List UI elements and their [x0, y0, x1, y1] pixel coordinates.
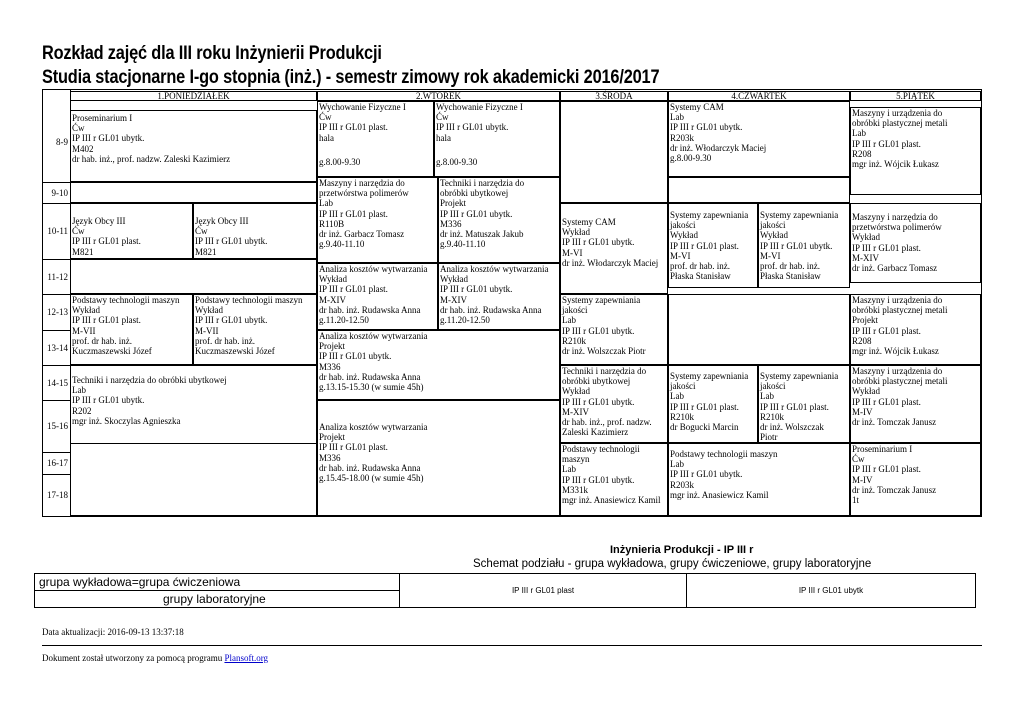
class-detail-line: dr hab. inż. Rudawska Anna: [319, 304, 421, 315]
class-detail-line: R210k: [562, 335, 587, 346]
class-detail-line: mgr inż. Wójcik Łukasz: [852, 346, 939, 357]
class-detail-line: IP III r GL01 ubytk.: [72, 133, 145, 144]
class-detail-line: Systemy zapewniania: [670, 371, 749, 381]
class-detail-line: dr hab. inż. Rudawska Anna: [319, 371, 421, 382]
class-block[interactable]: [70, 365, 317, 452]
class-block[interactable]: [850, 443, 981, 516]
class-detail-line: IP III r GL01 plast.: [319, 122, 388, 133]
class-detail-line: R208: [852, 335, 872, 346]
class-detail-line: Wykład: [852, 386, 880, 397]
class-detail-line: dr inż. Wolszczak Piotr: [562, 346, 646, 357]
class-detail-line: [319, 143, 432, 157]
class-detail-line: jakości: [562, 305, 588, 316]
class-detail-line: dr hab. inż. Rudawska Anna: [319, 462, 421, 473]
class-detail-line: IP III r GL01 ubytk.: [670, 122, 743, 133]
legend-group-ubytk: IP III r GL01 ubytk: [686, 574, 975, 607]
class-detail-line: jakości: [760, 381, 786, 392]
class-detail-line: Maszyny i urządzenia do: [852, 366, 943, 376]
legend-row-lab-groups: grupy laboratoryjne: [163, 592, 266, 606]
class-detail-line: Wykład: [562, 227, 590, 238]
class-detail-line: jakości: [760, 220, 786, 231]
class-block[interactable]: [317, 101, 434, 177]
class-detail-line: jakości: [670, 220, 696, 231]
class-detail-line: Systemy CAM: [670, 102, 724, 112]
class-detail-line: Lab: [319, 198, 333, 209]
class-detail-line: M-IV: [852, 474, 873, 485]
class-detail-line: Systemy zapewniania: [760, 371, 839, 381]
class-detail-line: R210k: [670, 411, 695, 422]
class-detail-line: Kuczmaszewski Józef: [72, 346, 152, 357]
class-detail-line: M402: [72, 143, 94, 154]
class-detail-line: IP III r GL01 plast.: [670, 240, 739, 251]
class-block[interactable]: [434, 101, 560, 177]
class-detail-line: IP III r GL01 plast.: [852, 242, 921, 253]
empty-slot: [668, 294, 850, 365]
class-detail-line: M-IV: [852, 406, 873, 417]
class-detail-line: obróbki plastycznej metali: [852, 305, 948, 316]
class-detail-line: Podstawy technologii maszyn: [195, 295, 303, 305]
class-detail-line: Podstawy technologii maszyn: [670, 449, 778, 459]
class-detail-line: Projekt: [852, 315, 878, 326]
class-detail-line: Lab: [670, 112, 684, 123]
timetable-grid: [42, 89, 982, 517]
class-detail-line: Analiza kosztów wytwarzania: [440, 264, 549, 274]
time-row-divider: [43, 365, 70, 366]
class-detail-line: Analiza kosztów wytwarzania: [319, 422, 428, 432]
class-detail-line: Ćw: [436, 112, 449, 123]
class-block[interactable]: [850, 365, 981, 443]
class-detail-line: dr Bogucki Marcin: [670, 422, 739, 433]
class-detail-line: Lab: [562, 315, 576, 326]
class-detail-line: dr hab. inż., prof. nadzw.: [562, 417, 652, 428]
class-detail-line: IP III r GL01 ubytk.: [436, 122, 509, 133]
class-detail-line: IP III r GL01 plast.: [852, 396, 921, 407]
class-detail-line: Systemy zapewniania: [670, 210, 749, 220]
class-block[interactable]: [70, 110, 317, 182]
class-detail-line: IP III r GL01 ubytk.: [72, 395, 145, 406]
time-row-divider: [43, 259, 70, 260]
class-detail-line: M336: [319, 361, 341, 372]
class-detail-line: g.9.40-11.10: [319, 239, 365, 250]
class-detail-line: IP III r GL01 ubytk.: [440, 284, 513, 295]
class-detail-line: Zaleski Kazimierz: [562, 427, 629, 438]
class-detail-line: R110B: [319, 218, 345, 229]
class-detail-line: IP III r GL01 plast.: [72, 315, 141, 326]
class-detail-line: obróbki plastycznej metali: [852, 118, 948, 129]
class-detail-line: Lab: [852, 128, 866, 139]
class-detail-line: przetwórstwa polimerów: [319, 188, 409, 199]
plansoft-link[interactable]: Plansoft.org: [224, 653, 269, 663]
class-detail-line: Projekt: [319, 432, 345, 443]
class-detail-line: Lab: [760, 391, 774, 402]
class-detail-line: prof. dr hab. inż.: [760, 261, 820, 272]
class-detail-line: prof. dr hab. inż.: [195, 335, 255, 346]
class-block[interactable]: [193, 294, 317, 365]
class-detail-line: Język Obcy III: [72, 216, 126, 226]
class-detail-line: M821: [72, 246, 94, 257]
class-detail-line: IP III r GL01 plast.: [72, 236, 141, 247]
class-detail-line: M-VI: [562, 247, 583, 258]
empty-slot: [70, 259, 317, 294]
class-detail-line: Wykład: [562, 386, 590, 397]
day-header-thursday: 4.CZWARTEK: [668, 91, 850, 101]
class-detail-line: dr hab. inż., prof. nadzw. Zaleski Kazimierz: [72, 153, 231, 164]
class-detail-line: IP III r GL01 plast.: [760, 401, 829, 412]
class-detail-line: IP III r GL01 ubytk.: [670, 469, 743, 480]
class-detail-line: IP III r GL01 plast.: [852, 464, 921, 475]
time-label: 10-11: [47, 226, 68, 236]
class-detail-line: IP III r GL01 ubytk.: [319, 351, 392, 362]
day-header-monday: 1.PONIEDZIAŁEK: [70, 91, 317, 101]
class-block[interactable]: [560, 443, 668, 516]
class-detail-line: prof. dr hab. inż.: [670, 261, 730, 272]
class-detail-line: Systemy zapewniania: [562, 295, 641, 305]
class-detail-line: M-VII: [72, 325, 96, 336]
class-detail-line: Wychowanie Fizyczne I: [319, 102, 406, 112]
class-detail-line: g.11.20-12.50: [319, 315, 369, 326]
class-detail-line: Ćw: [852, 454, 865, 465]
empty-slot: [668, 177, 850, 203]
class-detail-line: R210k: [760, 411, 785, 422]
class-detail-line: mgr inż. Anasiewicz Kamil: [562, 495, 661, 506]
class-detail-line: IP III r GL01 plast.: [319, 284, 388, 295]
class-detail-line: Lab: [562, 464, 576, 475]
class-detail-line: dr inż. Włodarczyk Maciej: [562, 257, 659, 268]
class-detail-line: dr inż. Tomczak Janusz: [852, 484, 937, 495]
class-detail-line: dr inż. Wolszczak: [760, 422, 824, 433]
class-detail-line: Wykład: [72, 305, 100, 316]
time-row-divider: [43, 474, 70, 475]
class-detail-line: R208: [852, 148, 872, 159]
class-detail-line: Techniki i narzędzia do: [440, 178, 525, 188]
class-detail-line: Maszyny i urządzenia do: [852, 108, 943, 118]
page-subtitle: Studia stacjonarne I-go stopnia (inż.) - semestr zimowy rok akademicki 2016/2017: [42, 67, 660, 88]
legend-title: Inżynieria Produkcji - IP III r: [610, 544, 754, 556]
class-detail-line: IP III r GL01 ubytk.: [562, 237, 635, 248]
class-detail-line: Projekt: [319, 341, 345, 352]
day-header-friday: 5.PIĄTEK: [850, 91, 981, 101]
class-detail-line: Wychowanie Fizyczne I: [436, 102, 523, 112]
class-block[interactable]: [850, 294, 981, 365]
class-detail-line: [436, 143, 558, 157]
last-updated: Data aktualizacji: 2016-09-13 13:37:18: [42, 627, 184, 637]
class-detail-line: Wykład: [760, 230, 788, 241]
class-block[interactable]: [560, 365, 668, 443]
class-detail-line: g.9.40-11.10: [440, 239, 486, 250]
class-detail-line: M-XIV: [319, 294, 346, 305]
class-detail-line: maszyn: [562, 454, 590, 465]
class-block[interactable]: [758, 203, 850, 288]
class-block[interactable]: [560, 203, 668, 294]
class-detail-line: mgr inż. Anasiewicz Kamil: [670, 489, 769, 500]
class-detail-line: g.8.00-9.30: [670, 153, 712, 164]
class-block[interactable]: [668, 101, 850, 177]
class-detail-line: Lab: [670, 459, 684, 470]
empty-slot: [70, 443, 317, 516]
class-detail-line: dr inż. Garbacz Tomasz: [852, 263, 938, 274]
class-detail-line: IP III r GL01 ubytk.: [195, 236, 268, 247]
class-detail-line: M-VI: [760, 250, 781, 261]
day-header-tuesday: 2.WTOREK: [317, 91, 560, 101]
class-block[interactable]: [668, 443, 850, 516]
class-detail-line: obróbki plastycznej metali: [852, 376, 948, 387]
class-detail-line: 1t: [852, 495, 860, 506]
class-detail-line: Język Obcy III: [195, 216, 249, 226]
class-detail-line: M-XIV: [852, 252, 879, 263]
class-detail-line: g.8.00-9.30: [436, 156, 478, 167]
class-detail-line: Systemy CAM: [562, 217, 616, 227]
class-block[interactable]: [438, 177, 560, 263]
class-detail-line: dr inż. Garbacz Tomasz: [319, 229, 405, 240]
class-detail-line: Płaska Stanisław: [760, 271, 821, 282]
class-detail-line: hala: [319, 132, 334, 143]
class-detail-line: IP III r GL01 ubytk.: [760, 240, 833, 251]
class-detail-line: R203k: [670, 479, 695, 490]
class-detail-line: M331k: [562, 484, 589, 495]
class-block[interactable]: [438, 263, 560, 330]
class-detail-line: IP III r GL01 ubytk.: [195, 315, 268, 326]
class-block[interactable]: [668, 365, 758, 443]
time-label: 17-18: [47, 490, 68, 500]
time-label: 16-17: [47, 458, 68, 468]
class-detail-line: Maszyny i urządzenia do: [852, 295, 943, 305]
class-block[interactable]: [70, 203, 193, 259]
time-label: 11-12: [47, 271, 68, 282]
class-detail-line: M-XIV: [440, 294, 467, 305]
time-row-divider: [43, 330, 70, 331]
class-detail-line: Kuczmaszewski Józef: [195, 346, 275, 357]
time-row-divider: [43, 294, 70, 295]
class-detail-line: jakości: [670, 381, 696, 392]
class-detail-line: R203k: [670, 132, 695, 143]
class-detail-line: Maszyny i narzędzia do: [319, 178, 405, 188]
class-detail-line: g.15.45-18.00 (w sumie 45h): [319, 473, 424, 484]
time-label: 13-14: [47, 342, 68, 353]
time-label: 12-13: [47, 307, 68, 317]
time-row-divider: [43, 182, 70, 183]
time-label: 15-16: [47, 421, 68, 431]
time-label: 14-15: [47, 377, 68, 388]
class-detail-line: Wykład: [195, 305, 223, 316]
class-detail-line: dr inż. Tomczak Janusz: [852, 417, 937, 428]
class-detail-line: Wykład: [319, 274, 347, 285]
class-detail-line: dr hab. inż. Rudawska Anna: [440, 304, 542, 315]
class-detail-line: Analiza kosztów wytwarzania: [319, 331, 428, 341]
class-block[interactable]: [317, 400, 560, 516]
class-block[interactable]: [70, 294, 193, 365]
class-detail-line: Piotr: [760, 432, 778, 443]
class-detail-line: Lab: [72, 385, 86, 396]
class-detail-line: Lab: [670, 391, 684, 402]
empty-slot: [70, 182, 317, 203]
class-detail-line: IP III r GL01 plast.: [319, 442, 388, 453]
class-detail-line: g.8.00-9.30: [319, 156, 361, 167]
class-detail-line: Proseminarium I: [852, 444, 913, 454]
time-row-divider: [43, 400, 70, 401]
class-detail-line: M336: [440, 218, 462, 229]
class-detail-line: M-VI: [670, 250, 691, 261]
footer-text: Dokument został utworzony za pomocą programu: [42, 653, 225, 663]
class-detail-line: Techniki i narzędzia do obróbki ubytkowej: [72, 375, 227, 385]
class-block[interactable]: [317, 330, 560, 400]
class-detail-line: Proseminarium I: [72, 113, 133, 123]
class-detail-line: g.13.15-15.30 (w sumie 45h): [319, 382, 424, 393]
class-detail-line: IP III r GL01 ubytk.: [440, 208, 513, 219]
legend-row-lecture-group: grupa wykładowa=grupa ćwiczeniowa: [35, 574, 399, 591]
class-detail-line: obróbki ubytkowej: [562, 376, 631, 387]
class-detail-line: Projekt: [440, 198, 466, 209]
footer: [42, 653, 268, 663]
time-label: 9-10: [51, 187, 68, 198]
class-detail-line: M821: [195, 246, 217, 257]
class-detail-line: Podstawy technologii: [562, 444, 640, 454]
group-legend-table: [34, 573, 976, 608]
class-detail-line: M-XIV: [562, 406, 589, 417]
class-detail-line: Ćw: [72, 123, 85, 134]
time-label: 8-9: [56, 136, 68, 147]
class-detail-line: Analiza kosztów wytwarzania: [319, 264, 428, 274]
class-detail-line: mgr inż. Wójcik Łukasz: [852, 159, 939, 170]
class-block[interactable]: [850, 203, 981, 283]
class-block[interactable]: [317, 177, 438, 263]
time-row-divider: [43, 452, 70, 453]
class-detail-line: Wykład: [852, 232, 880, 243]
class-detail-line: IP III r GL01 ubytk.: [562, 474, 635, 485]
class-detail-line: Płaska Stanisław: [670, 271, 731, 282]
class-detail-line: mgr inż. Skoczylas Agnieszka: [72, 415, 181, 426]
class-detail-line: Systemy zapewniania: [760, 210, 839, 220]
class-detail-line: prof. dr hab. inż.: [72, 335, 132, 346]
day-header-wednesday: 3.ŚRODA: [560, 91, 668, 101]
class-detail-line: Wykład: [670, 230, 698, 241]
legend-group-plast: IP III r GL01 plast: [399, 574, 686, 607]
class-detail-line: dr inż. Włodarczyk Maciej: [670, 142, 767, 153]
class-detail-line: Podstawy technologii maszyn: [72, 295, 180, 305]
legend-subtitle: Schemat podziału - grupa wykładowa, grupy ćwiczeniowe, grupy laboratoryjne: [473, 558, 872, 570]
class-block[interactable]: [758, 365, 850, 443]
footer-divider: [42, 645, 982, 646]
class-detail-line: Ćw: [72, 226, 85, 237]
class-detail-line: Ćw: [319, 112, 332, 123]
class-block[interactable]: [560, 294, 668, 365]
class-detail-line: dr inż. Matuszak Jakub: [440, 229, 524, 240]
class-detail-line: M-VII: [195, 325, 219, 336]
class-detail-line: Techniki i narzędzia do: [562, 366, 647, 376]
class-detail-line: przetwórstwa polimerów: [852, 222, 942, 233]
class-detail-line: R202: [72, 405, 92, 416]
class-detail-line: IP III r GL01 plast.: [319, 208, 388, 219]
time-row-divider: [43, 203, 70, 204]
class-detail-line: g.11.20-12.50: [440, 315, 490, 326]
page-title: Rozkład zajęć dla III roku Inżynierii Produkcji: [42, 43, 382, 64]
class-detail-line: hala: [436, 132, 451, 143]
class-block[interactable]: [850, 107, 981, 195]
class-detail-line: Ćw: [195, 226, 208, 237]
class-block[interactable]: [193, 203, 317, 259]
class-detail-line: Maszyny i narzędzia do: [852, 212, 938, 222]
class-detail-line: IP III r GL01 plast.: [852, 325, 921, 336]
class-detail-line: IP III r GL01 ubytk.: [562, 325, 635, 336]
class-detail-line: M336: [319, 452, 341, 463]
class-detail-line: IP III r GL01 ubytk.: [562, 396, 635, 407]
class-detail-line: IP III r GL01 plast.: [670, 401, 739, 412]
class-detail-line: obróbki ubytkowej: [440, 188, 509, 199]
class-detail-line: IP III r GL01 plast.: [852, 138, 921, 149]
class-block[interactable]: [668, 203, 758, 288]
class-block[interactable]: [317, 263, 438, 330]
empty-slot: [560, 101, 668, 203]
class-detail-line: Wykład: [440, 274, 468, 285]
